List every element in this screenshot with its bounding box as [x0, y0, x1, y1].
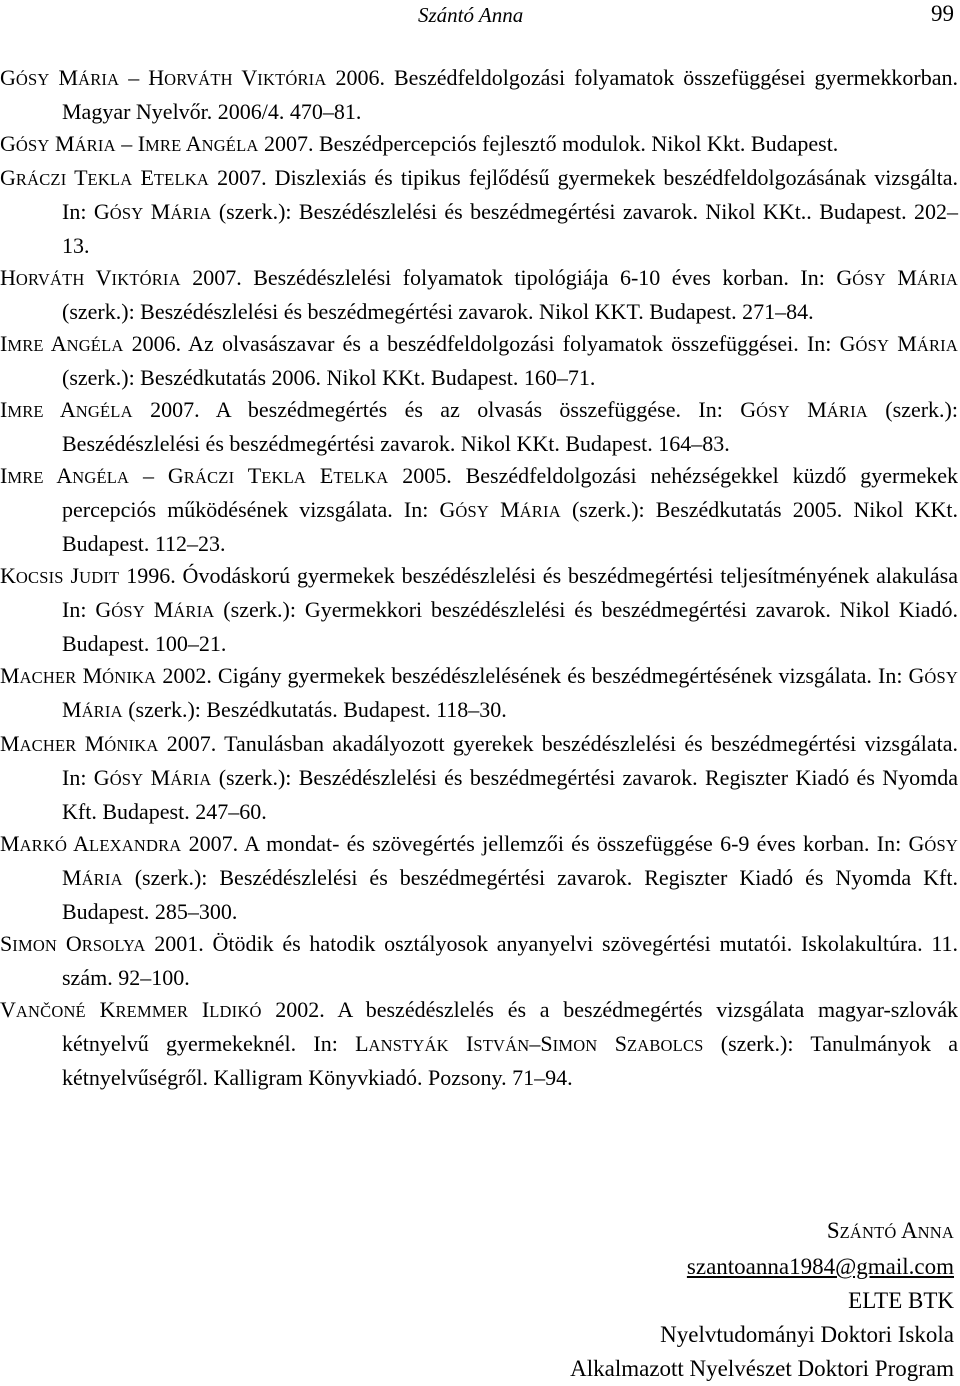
signature-affiliation: ELTE BTK	[848, 1288, 954, 1313]
text-run: (szerk.): Beszédészlelési és beszédmegértési zavarok. Regiszter Kiadó és Nyomda Kft. Budapest. 285–300.	[62, 865, 958, 924]
reference-list	[0, 62, 958, 1094]
name-smallcaps: NNA	[917, 1223, 954, 1242]
text-run	[234, 463, 247, 488]
text-run	[85, 265, 96, 290]
name-initial: H	[148, 65, 165, 90]
text-run: (szerk.): Beszédészlelési és beszédmegértési zavarok. Nikol KKt.. Budapest. 202–13.	[62, 199, 958, 258]
reference-entry	[0, 728, 958, 828]
reference-entry	[0, 128, 958, 162]
reference-body	[62, 265, 958, 324]
page-header	[0, 0, 960, 32]
reference-body	[62, 831, 958, 924]
reference-body	[59, 397, 958, 456]
name-initial: V	[95, 265, 112, 290]
name-initial: L	[355, 1031, 369, 1056]
reference-author	[0, 331, 123, 356]
name-smallcaps: ANČONÉ	[15, 1002, 86, 1021]
name-initial: T	[74, 165, 88, 190]
name-initial: A	[50, 331, 67, 356]
reference-body	[62, 663, 958, 722]
name-smallcaps: ARKÓ	[19, 836, 68, 855]
name-initial: G	[908, 663, 925, 688]
name-smallcaps: REMMER	[115, 1002, 189, 1021]
name-smallcaps: ÓNIKA	[104, 736, 159, 755]
name-initial: M	[897, 331, 917, 356]
name-initial: G	[167, 463, 184, 488]
name-initial: G	[0, 165, 16, 190]
name-smallcaps: ACHER	[19, 668, 77, 687]
reference-entry	[0, 328, 958, 394]
name-smallcaps: ÓSY	[109, 204, 144, 223]
name-initial: G	[839, 331, 856, 356]
name-smallcaps: MRE	[7, 402, 44, 421]
name-initial: M	[55, 131, 75, 156]
name-initial: G	[0, 131, 16, 156]
name-smallcaps: ÓSY	[15, 70, 50, 89]
name-initial: A	[901, 1218, 918, 1243]
name-smallcaps: ÁRIA	[519, 502, 561, 521]
name-initial: M	[0, 731, 20, 756]
signature-name	[354, 1214, 954, 1250]
name-smallcaps: NGÉLA	[75, 402, 133, 421]
text-run: (szerk.): Beszédkutatás 2006. Nikol KKt. Budapest. 160–71.	[62, 365, 596, 390]
name-initial: I	[0, 463, 8, 488]
reference-author	[0, 397, 133, 422]
text-run: 2005. Beszédfeldolgozási nehézségekkel küzdő gyermekek percepciós működésének vizsgálata. In:	[62, 463, 959, 522]
name-initial: G	[0, 65, 16, 90]
name-initial: J	[70, 563, 80, 588]
text-run: –	[129, 463, 168, 488]
reference-author	[0, 463, 388, 488]
text-run	[76, 731, 84, 756]
name-initial: M	[500, 497, 520, 522]
name-smallcaps: RÁCZI	[15, 170, 67, 189]
name-initial: E	[319, 463, 334, 488]
name-initial: G	[836, 265, 853, 290]
name-initial: E	[140, 165, 154, 190]
name-smallcaps: ÓSY	[109, 770, 144, 789]
name-smallcaps: IMON	[12, 936, 58, 955]
reference-author	[0, 831, 181, 856]
reference-body	[62, 931, 958, 990]
reference-author	[0, 65, 327, 90]
name-smallcaps: ÁRIA	[81, 870, 123, 889]
text-run: (szerk.): Beszédészlelési és beszédmegértési zavarok. Nikol KKt. Budapest. 164–83.	[62, 397, 958, 456]
name-initial: M	[150, 199, 171, 224]
name-smallcaps: NGÉLA	[66, 336, 124, 355]
name-initial: I	[0, 331, 8, 356]
name-initial: T	[247, 463, 262, 488]
name-initial: K	[99, 997, 116, 1022]
name-smallcaps: ÁRIA	[74, 136, 116, 155]
name-initial: M	[153, 597, 174, 622]
reference-entry	[0, 828, 958, 928]
text-run: 2001. Ötödik és hatodik osztályosok anyanyelvi szövegértési mutatói. Iskolakultúra. 11. szám. 92–100.	[62, 931, 959, 990]
text-run: –	[529, 1031, 541, 1056]
text-run	[145, 597, 154, 622]
name-smallcaps: ÁRIA	[826, 402, 868, 421]
text-run	[489, 497, 500, 522]
name-initial: I	[466, 1031, 474, 1056]
text-run: 2007. Tanulásban akadályozott gyerekek beszédészlelési és beszédmegértési vizsgálata. In:	[62, 731, 958, 790]
reference-author	[0, 563, 119, 588]
name-initial: V	[241, 65, 258, 90]
name-initial: G	[93, 199, 110, 224]
name-initial: G	[95, 597, 112, 622]
reference-body	[62, 563, 958, 656]
text-run	[143, 199, 150, 224]
reference-author	[0, 131, 258, 156]
reference-entry	[0, 560, 958, 660]
name-smallcaps: ÁRIA	[170, 204, 212, 223]
name-smallcaps: LDIKÓ	[209, 1002, 262, 1021]
text-run	[44, 463, 57, 488]
name-smallcaps: ÓSY	[924, 668, 959, 687]
text-run: 2002. Cigány gyermekek beszédészlelésének és beszédmegértésének vizsgálata. In:	[156, 663, 909, 688]
name-smallcaps: MRE	[7, 468, 44, 487]
text-run: –	[115, 131, 138, 156]
name-smallcaps: ÓSY	[924, 836, 958, 855]
text-run	[597, 1031, 614, 1056]
name-smallcaps: NGÉLA	[201, 136, 259, 155]
name-smallcaps: LEXANDRA	[89, 836, 182, 855]
name-initial: K	[0, 563, 16, 588]
name-initial: A	[73, 831, 90, 856]
name-initial: M	[150, 765, 171, 790]
name-smallcaps: EKLA	[87, 170, 133, 189]
name-smallcaps: ORVÁTH	[164, 70, 233, 89]
name-initial: I	[0, 397, 8, 422]
name-smallcaps: TELKA	[153, 170, 209, 189]
name-initial: M	[897, 265, 917, 290]
name-smallcaps: IMON	[552, 1036, 598, 1055]
name-smallcaps: IKTÓRIA	[111, 270, 181, 289]
reference-author	[0, 731, 158, 756]
text-run	[306, 463, 320, 488]
name-smallcaps: IKTÓRIA	[257, 70, 327, 89]
name-initial: M	[82, 663, 103, 688]
running-head: Szántó Anna	[418, 3, 524, 27]
name-smallcaps: MRE	[145, 136, 182, 155]
name-initial: A	[185, 131, 202, 156]
name-smallcaps: ÓSY	[852, 270, 886, 289]
name-smallcaps: RÁCZI	[183, 468, 235, 487]
text-run	[50, 65, 59, 90]
name-smallcaps: ÓNIKA	[102, 668, 157, 687]
name-initial: I	[201, 997, 210, 1022]
name-initial: A	[59, 397, 76, 422]
name-initial: M	[0, 831, 20, 856]
name-initial: H	[0, 265, 16, 290]
name-smallcaps: ÓSY	[756, 402, 790, 421]
author-signature	[354, 1214, 954, 1386]
reference-body	[62, 331, 958, 390]
name-smallcaps: EKLA	[261, 468, 306, 487]
name-smallcaps: OCSIS	[15, 568, 64, 587]
name-smallcaps: TELKA	[333, 468, 389, 487]
name-smallcaps: RSOLYA	[81, 936, 146, 955]
reference-author	[0, 265, 181, 290]
text-run: 2002. A beszédészlelés és a beszédmegértés vizsgálata magyar-szlovák kétnyelvű gyermekeknél. In:	[62, 997, 959, 1056]
name-smallcaps: ÓSY	[455, 502, 489, 521]
signature-program: Alkalmazott Nyelvészet Doktori Program	[570, 1356, 954, 1381]
name-initial: A	[56, 463, 73, 488]
page-number: 99	[931, 1, 954, 26]
reference-body	[258, 131, 838, 156]
name-initial: S	[0, 931, 13, 956]
name-initial: I	[137, 131, 146, 156]
name-smallcaps: ACHER	[19, 736, 77, 755]
text-run: 2006. Az olvasászavar és a beszédfeldolgozási folyamatok összefüggései. In:	[123, 331, 840, 356]
text-run: –	[119, 65, 149, 90]
reference-author	[0, 997, 262, 1022]
name-initial: S	[540, 1031, 553, 1056]
reference-entry	[0, 62, 958, 128]
text-run: (szerk.): Beszédészlelési és beszédmegértési zavarok. Regiszter Kiadó és Nyomda Kft. Budapest. 247–60.	[62, 765, 958, 824]
name-initial: M	[84, 731, 105, 756]
name-initial: G	[93, 765, 110, 790]
name-initial: O	[65, 931, 82, 956]
name-smallcaps: MRE	[7, 336, 44, 355]
name-smallcaps: ÓSY	[15, 136, 50, 155]
text-run	[86, 997, 100, 1022]
name-smallcaps: NGÉLA	[72, 468, 130, 487]
name-initial: S	[826, 1218, 840, 1243]
name-smallcaps: ÁRIA	[78, 70, 120, 89]
text-run: 2007. Beszédészlelési folyamatok tipológiája 6-10 éves korban. In:	[180, 265, 837, 290]
name-initial: G	[439, 497, 456, 522]
text-run	[57, 931, 66, 956]
text-run	[44, 331, 51, 356]
reference-entry	[0, 928, 958, 994]
reference-entry	[0, 394, 958, 460]
text-run	[66, 165, 74, 190]
text-run: 2007. A beszédmegértés és az olvasás összefüggése. In:	[132, 397, 741, 422]
name-initial: G	[908, 831, 925, 856]
name-smallcaps: ZABOLCS	[626, 1036, 704, 1055]
name-initial: M	[62, 865, 82, 890]
name-initial: M	[807, 397, 827, 422]
text-run: 1996. Óvodáskorú gyermekek beszédészlelési és beszédmegértési teljesítményének alakulása In:	[62, 563, 959, 622]
text-run	[449, 1031, 466, 1056]
text-run	[790, 397, 807, 422]
name-initial: G	[740, 397, 757, 422]
reference-author	[0, 663, 156, 688]
name-smallcaps: ÁRIA	[916, 336, 958, 355]
text-run: (szerk.): Beszédészlelési és beszédmegértési zavarok. Nikol KKT. Budapest. 271–84.	[62, 299, 814, 324]
text-run	[44, 397, 60, 422]
name-initial: M	[58, 65, 79, 90]
name-smallcaps: ÁRIA	[173, 602, 215, 621]
signature-email-link[interactable]: szantoanna1984@gmail.com	[686, 1254, 954, 1279]
name-smallcaps: UDIT	[79, 568, 120, 587]
text-run	[188, 997, 202, 1022]
reference-entry	[0, 460, 958, 560]
text-run	[886, 265, 897, 290]
text-run	[143, 765, 150, 790]
name-smallcaps: ANSTYÁK	[368, 1036, 449, 1055]
reference-body	[62, 731, 958, 824]
name-smallcaps: ÓSY	[111, 602, 145, 621]
name-initial: M	[62, 697, 82, 722]
name-initial: V	[0, 997, 16, 1022]
text-run: (szerk.): Beszédkutatás 2005. Nikol KKt. Budapest. 112–23.	[62, 497, 959, 556]
name-smallcaps: ÓSY	[855, 336, 890, 355]
name-smallcaps: ZÁNTÓ	[839, 1223, 897, 1242]
text-run: (szerk.): Beszédkutatás. Budapest. 118–30.	[122, 697, 507, 722]
name-smallcaps: STVÁN	[473, 1036, 530, 1055]
reference-entry	[0, 660, 958, 728]
reference-author	[0, 931, 145, 956]
text-run: 2007. A mondat- és szövegértés jellemzői és összefüggése 6-9 éves korban. In:	[181, 831, 909, 856]
text-run: (szerk.): Gyermekkori beszédészlelési és beszédmegértési zavarok. Nikol Kiadó. Budapest. 100–21.	[62, 597, 959, 656]
name-smallcaps: ÁRIA	[81, 702, 123, 721]
name-smallcaps: ÁRIA	[916, 270, 959, 289]
text-run: 2006. Beszédfeldolgozási folyamatok összefüggései gyermekkorban. Magyar Nyelvőr. 2006/4. 470–81.	[62, 65, 959, 124]
text-run: 2007. Diszlexiás és tipikus fejlődésű gyermekek beszédfeldolgozásának vizsgálta. In:	[62, 165, 958, 224]
name-initial: M	[0, 663, 20, 688]
reference-entry	[0, 994, 958, 1094]
reference-author	[0, 165, 209, 190]
text-run	[64, 563, 71, 588]
name-initial: S	[614, 1031, 627, 1056]
signature-school: Nyelvtudományi Doktori Iskola	[660, 1322, 954, 1347]
text-run: (szerk.): Tanulmányok a kétnyelvűségről. Kalligram Könyvkiadó. Pozsony. 71–94.	[62, 1031, 959, 1090]
reference-entry	[0, 262, 958, 328]
reference-entry	[0, 162, 958, 262]
text-run: 2007. Beszédpercepciós fejlesztő modulok. Nikol Kkt. Budapest.	[258, 131, 839, 156]
name-smallcaps: ORVÁTH	[15, 270, 85, 289]
name-smallcaps: ÁRIA	[170, 770, 212, 789]
